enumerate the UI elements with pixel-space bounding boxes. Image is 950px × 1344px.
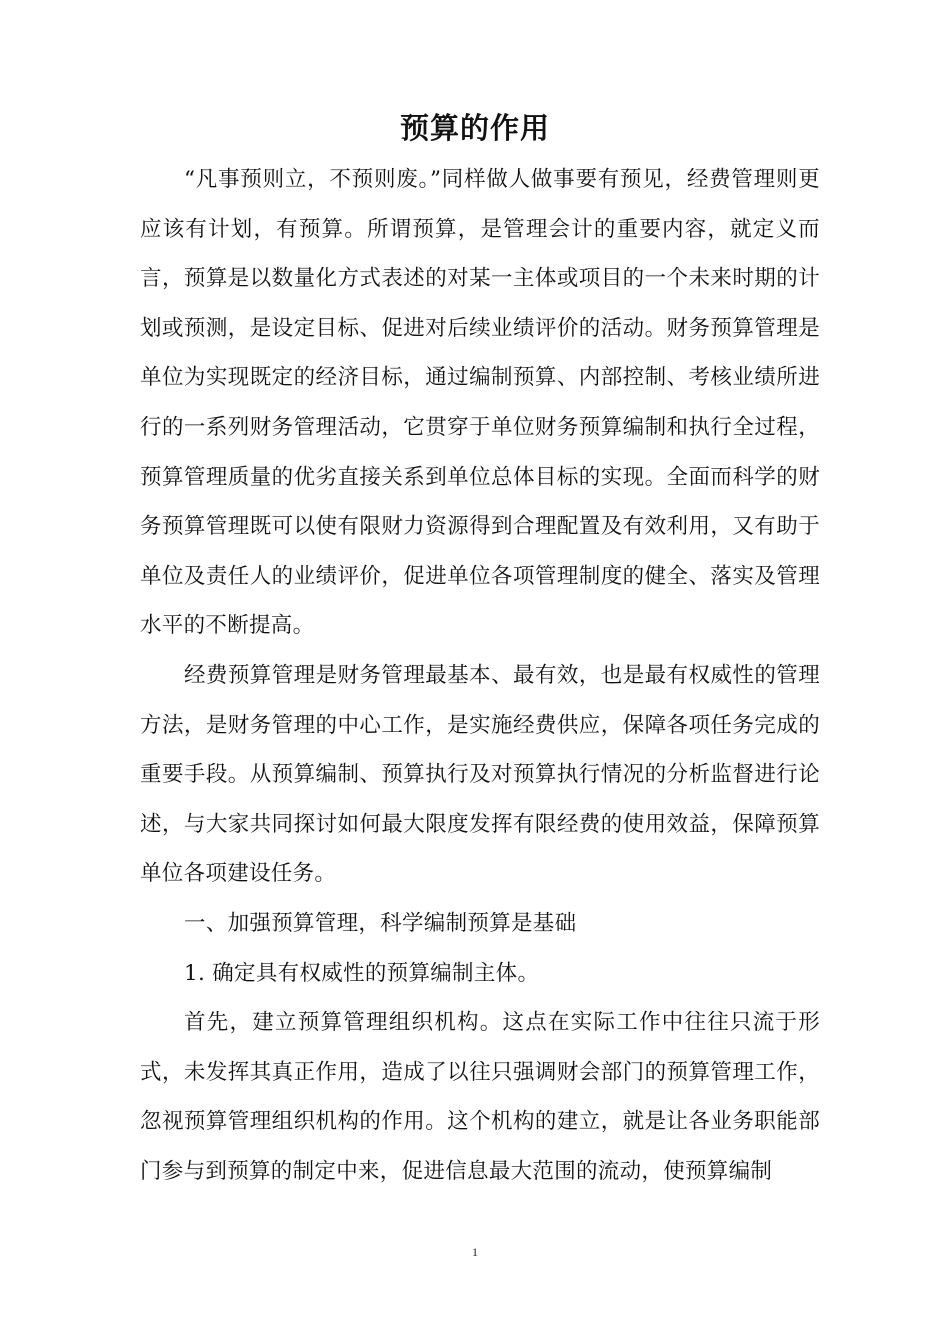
subsection-heading-1: 1. 确定具有权威性的预算编制主体。 [184, 960, 540, 986]
paragraph-intro: “凡事预则立，不预则废。”同样做人做事要有预见，经费管理则更应该有计划，有预算。所谓预算，是管理会计的重要内容，就定义而言，预算是以数量化方式表述的对某一主体或项目的一个未来时期的计划或预测，是设定目标、促进对后续业绩评价的活动。财务预算管理是单位为实现既定的经济目标，通过编制预算、内部控制、考核业绩所进行的一系列财务管理活动，它贯穿于单位财务预算编制和执行全过程，预算管理质量的优劣直接关系到单位总体目标的实现。全面而科学的财务预算管理既可以使有限财力资源得到合理配置及有效利用，又有助于单位及责任人的业绩评价，促进单位各项管理制度的健全、落实及管理水平的不断提高。 [140, 167, 820, 639]
paragraph-budget-management: 经费预算管理是财务管理最基本、最有效，也是最有权威性的管理方法，是财务管理的中心工作，是实施经费供应，保障各项任务完成的重要手段。从预算编制、预算执行及对预算执行情况的分析监督进行论述，与大家共同探讨如何最大限度发挥有限经费的使用效益，保障预算单位各项建设任务。 [140, 662, 820, 887]
document-title: 预算的作用 [399, 111, 550, 145]
document-body [140, 155, 820, 1196]
page-number: 1 [472, 1245, 478, 1259]
paragraph-organization: 首先，建立预算管理组织机构。这点在实际工作中往往只流于形式，未发挥其真正作用，造成了以往只强调财会部门的预算管理工作，忽视预算管理组织机构的作用。这个机构的建立，就是让各业务职能部门参与到预算的制定中来，促进信息最大范围的流动，使预算编制 [140, 1010, 820, 1184]
section-heading-1: 一、加强预算管理，科学编制预算是基础 [184, 910, 577, 936]
